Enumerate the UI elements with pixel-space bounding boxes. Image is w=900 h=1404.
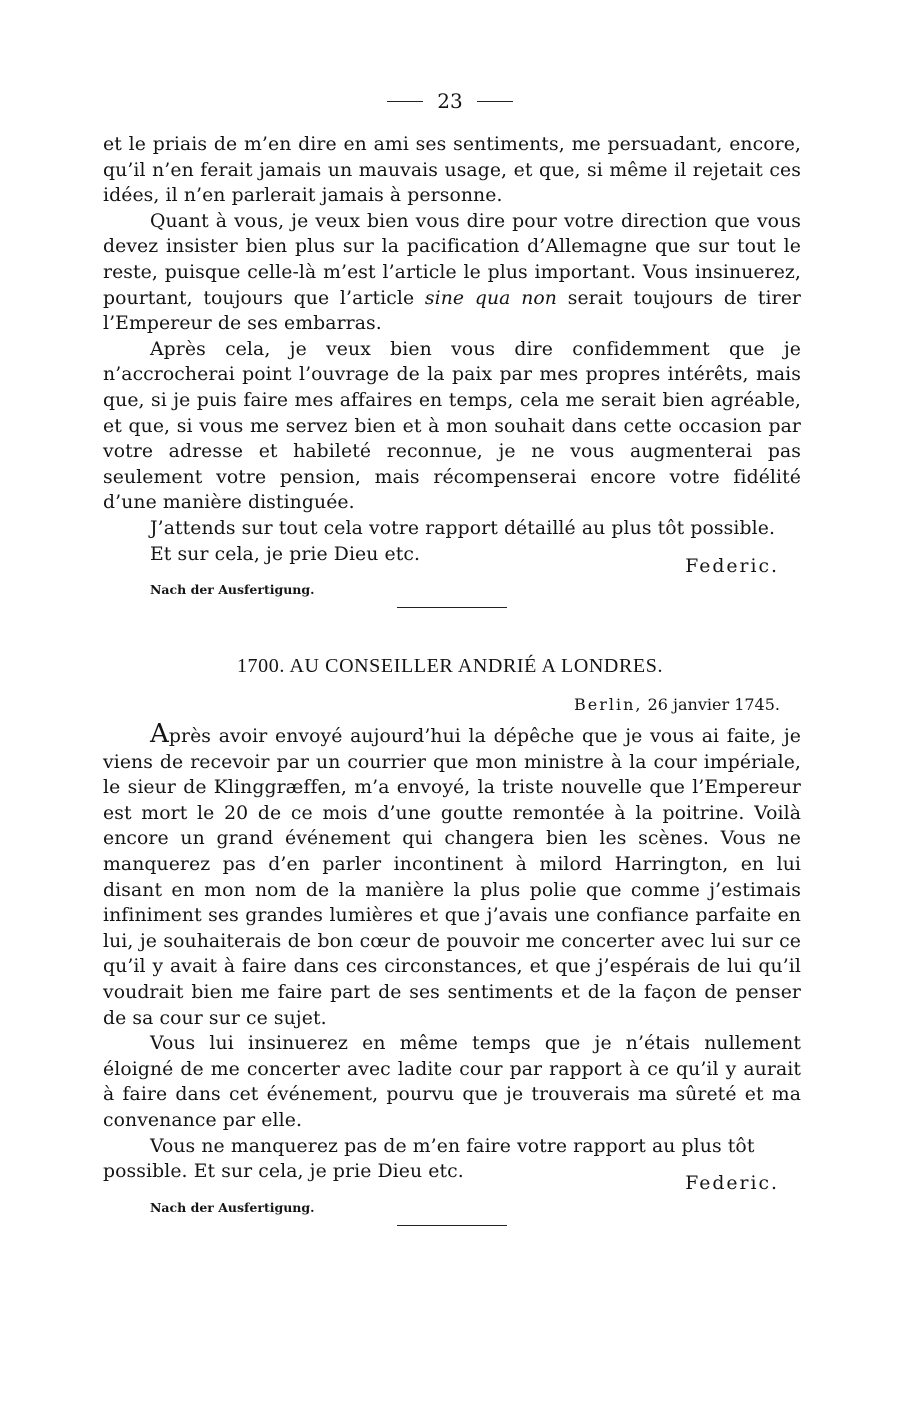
letter-1-body (103, 132, 801, 577)
letter-1-paragraph-2-text-b: serait toujours de tirer l’Empereur de ses embarras. (103, 287, 801, 335)
letter-2-source-note: Nach der Ausfertigung. (150, 1200, 315, 1215)
letter-2-signature: Federic. (685, 1173, 779, 1195)
letter-1-paragraph-4: J’attends sur tout cela votre rapport détaillé au plus tôt possible. (150, 517, 776, 539)
letter-1-paragraph-1: et le priais de m’en dire en ami ses sentiments, me persuadant, encore, qu’il n’en ferait jamais un mauvais usage, et que, si même il rejetait ces idées, il n’en parlerait jamais à personne. (103, 134, 801, 207)
letter-2-paragraph-1 (103, 719, 801, 1031)
letter-1-closing-row (103, 542, 801, 577)
letter-1-paragraph-2-text-a: Quant à vous, je veux bien vous dire pour votre direction que vous devez insister bien plus sur la pacification d’Allemagne que sur tout le reste, puisque celle-là m’est l’article le plus important. Vous insinuerez, pourtant, toujours que l’article (103, 210, 801, 309)
latin-phrase: sine qua non (424, 287, 557, 309)
letter-2-heading (0, 652, 900, 680)
page-header (0, 88, 900, 114)
letter-1-closing: Et sur cela, je prie Dieu etc. (150, 543, 421, 565)
dateline-place: Berlin, (573, 695, 643, 714)
letter-2-title: AU CONSEILLER ANDRIÉ A LONDRES. (289, 655, 664, 677)
header-dash-left (387, 101, 423, 102)
letter-number: 1700. (236, 655, 285, 677)
letter-2-paragraph-1-text: près avoir envoyé aujourd’hui la dépêche que je vous ai faite, je viens de recevoir par un courrier que mon ministre à la cour impériale, le sieur de Klinggræffen, m’a envoyé, la triste nouvelle que l’Empereur est mort le 20 de ce mois d’une goutte remontée à la poitrine. Voilà encore un grand événement qui changera bien les scènes. Vous ne manquerez pas d’en parler incontinent à milord Harrington, en lui disant en mon nom de la manière la plus polie que comme j’estimais infiniment ses grandes lumières et que j’avais une confiance parfaite en lui, je souhaiterais de bon cœur de pouvoir me concerter avec lui sur ce qu’il y avait à faire dans ces circonstances, et que j’espérais de lui qu’il voudrait bien me faire part de ses sentiments et de la façon de penser de sa cour sur ce sujet. (103, 726, 801, 1029)
section-divider-1 (397, 607, 507, 608)
letter-1-paragraph-3: Après cela, je veux bien vous dire confidemment que je n’accrocherai point l’ouvrage de la paix par mes propres intérêts, mais que, si je puis faire mes affaires en temps, cela me serait bien agréable, et que, si vous me servez bien et à mon souhait dans cette occasion par votre adresse et habileté reconnue, je ne vous augmenterai pas seulement votre pension, mais récompenserai encore votre fidélité d’une manière distinguée. (103, 338, 801, 514)
letter-1-signature: Federic. (685, 555, 779, 577)
letter-2-paragraph-3-line-1: Vous ne manquerez pas de m’en faire votre rapport au plus tôt (150, 1135, 755, 1157)
initial-letter: A (150, 719, 169, 749)
section-divider-2 (397, 1225, 507, 1226)
letter-2-closing: possible. Et sur cela, je prie Dieu etc. (103, 1161, 464, 1183)
letter-1-source-note: Nach der Ausfertigung. (150, 582, 315, 597)
letter-2-closing-row (103, 1159, 801, 1195)
letter-2-body (103, 719, 801, 1195)
letter-2-dateline (574, 694, 780, 716)
dateline-date: 26 janvier 1745. (647, 695, 780, 714)
letter-1-paragraph-2 (103, 209, 801, 337)
header-dash-right (477, 101, 513, 102)
page-number: 23 (437, 89, 463, 113)
letter-2-paragraph-2: Vous lui insinuerez en même temps que je n’étais nullement éloigné de me concerter avec ladite cour par rapport à ce qu’il y aurait à faire dans cet événement, pourvu que je trouverais ma sûreté et ma convenance par elle. (103, 1033, 801, 1131)
